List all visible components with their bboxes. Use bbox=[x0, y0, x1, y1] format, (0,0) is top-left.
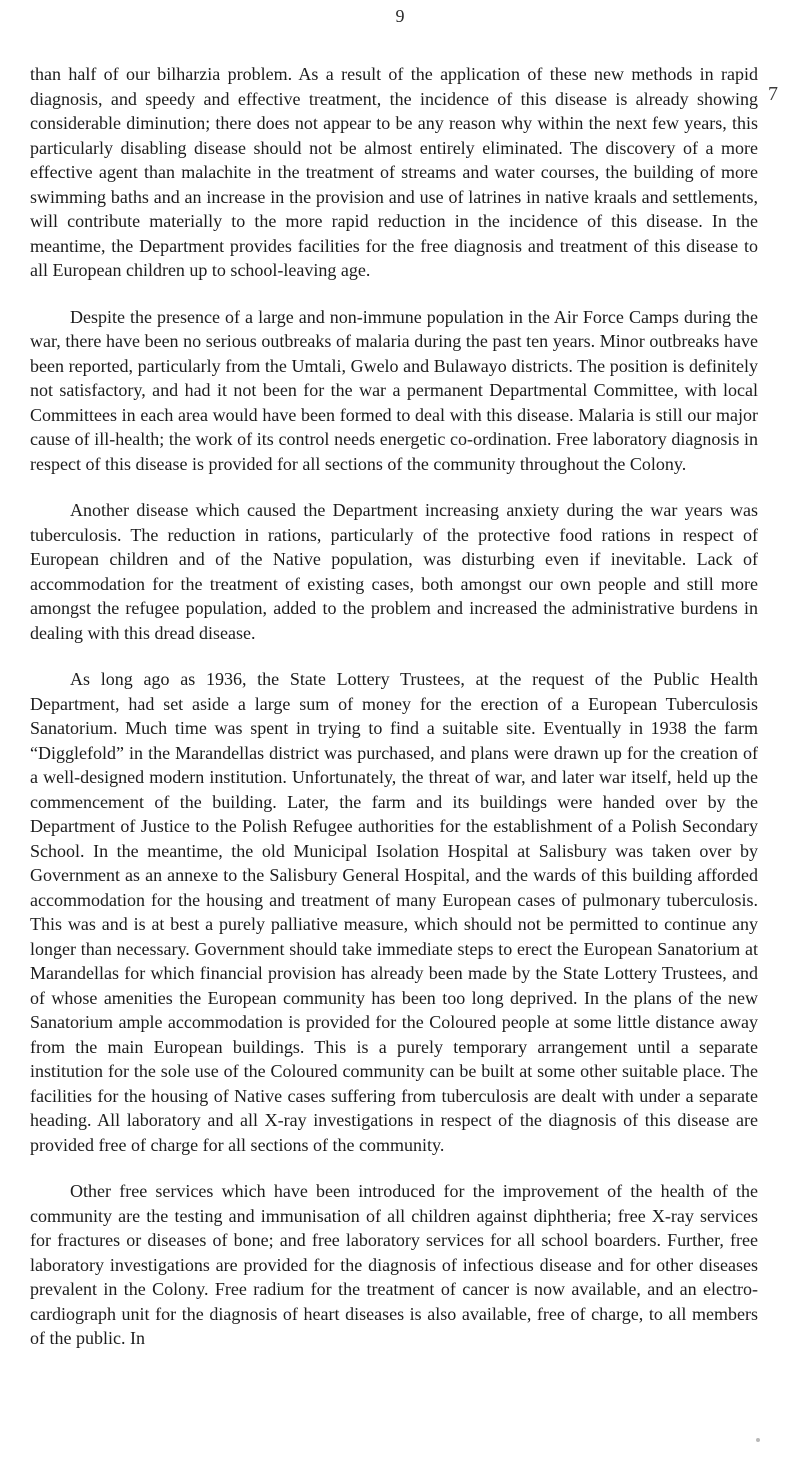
paragraph-free-services: Other free services which have been introduced for the improvement of the health of the community are the testing and immunisation of all children against diphtheria; free X-ray services for fractures or diseases of bone; and free laboratory services for all school boarders. Further, free laboratory investigations are provided for the diagnosis of infectious disease and for other diseases prevalent in the Colony. Free radium for the treatment of cancer is now available, and an electro-cardiograph unit for the diagnosis of heart diseases is also available, free of charge, to all members of the public. In bbox=[30, 1181, 758, 1348]
paragraph-tuberculosis: Another disease which caused the Department increasing anxiety during the war years was tuberculosis. The reduction in rations, particularly of the protective food rations in respect of European children and of the Native population, was disturbing even if inevitable. Lack of accommodation for the treatment of existing cases, both amongst our own people and still more amongst the refugee population, added to the problem and increased the administrative burdens in dealing with this dread disease. bbox=[30, 500, 758, 643]
body-text bbox=[30, 62, 758, 1351]
paragraph-malaria: Despite the presence of a large and non-immune population in the Air Force Camps during the war, there have been no serious outbreaks of malaria during the past ten years. Minor outbreaks have been reported, particularly from the Umtali, Gwelo and Bulawayo districts. The position is definitely not satisfactory, and had it not been for the war a permanent Departmental Committee, with local Committees in each area would have been formed to deal with this disease. Malaria is still our major cause of ill-health; the work of its control needs energetic co-ordination. Free laboratory diagnosis in respect of this disease is provided for all sections of the community throughout the Colony. bbox=[30, 306, 758, 474]
paragraph-sanatorium: As long ago as 1936, the State Lottery Trustees, at the request of the Public Health Department, had set aside a large sum of money for the erection of a European Tuberculosis Sanatorium. Much time was spent in trying to find a suitable site. Eventually in 1938 the farm “Digglefold” in the Marandellas district was purchased, and plans were drawn up for the creation of a well-designed modern institution. Unfortunately, the threat of war, and later war itself, held up the commencement of the building. Later, the farm and its buildings were handed over by the Department of Justice to the Polish Refugee authorities for the establishment of a Polish Secondary School. In the meantime, the old Municipal Isolation Hospital at Salisbury was taken over by Government as an annexe to the Salisbury General Hospital, and the wards of this building afforded accommodation for the housing and treatment of many European cases of pulmonary tuberculosis. This was and is at best a purely palliative measure, which should not be permitted to continue any longer than necessary. Government should take immediate steps to erect the European Sanatorium at Marandellas for which financial provision has already been made by the State Lottery Trustees, and of whose amenities the European community has been too long deprived. In the plans of the new Sanatorium ample accommodation is provided for the Coloured people at some little distance away from the main European buildings. This is a purely temporary arrangement until a separate institution for the sole use of the Coloured community can be built at some other suitable place. The facilities for the housing of Native cases suffering from tuberculosis are dealt with under a separate heading. All laboratory and all X-ray investigations in respect of the diagnosis of this disease are provided free of charge for all sections of the community. bbox=[30, 669, 758, 1155]
paper-speck bbox=[756, 1438, 760, 1442]
margin-annotation: 7 bbox=[768, 83, 778, 105]
page-number: 9 bbox=[395, 6, 405, 26]
paragraph-bilharzia: than half of our bilharzia problem. As a result of the application of these new methods in rapid diagnosis, and speedy and effective treatment, the incidence of this disease is already showing considerable diminution; there does not appear to be any reason why within the next few years, this particularly disabling disease should not be almost entirely eliminated. The discovery of a more effective agent than malachite in the treatment of streams and water courses, the building of more swimming baths and an increase in the provision and use of latrines in native kraals and settlements, will contribute materially to the more rapid reduction in the incidence of this disease. In the meantime, the Department provides facilities for the free diagnosis and treatment of this disease to all European children up to school-leaving age. bbox=[30, 64, 758, 280]
